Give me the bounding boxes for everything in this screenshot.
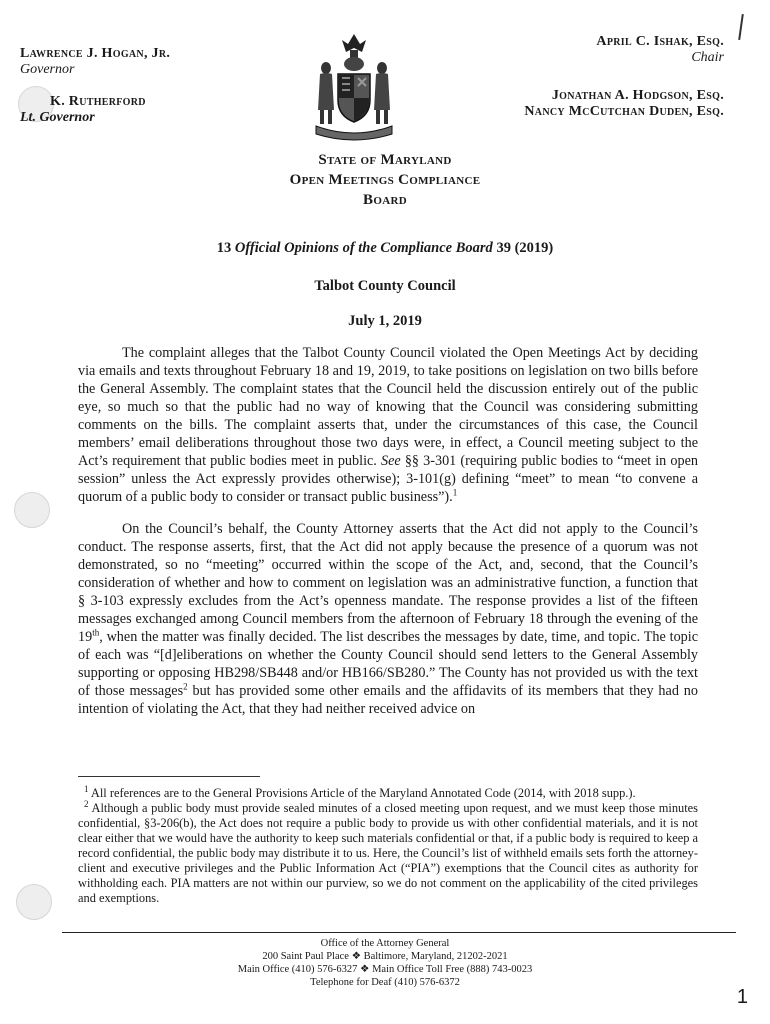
board-members-block: [524, 34, 724, 120]
opinion-subject: Talbot County Council: [314, 278, 456, 294]
opinion-citation: [0, 240, 770, 257]
citation-suffix: 39 (2019): [492, 240, 554, 256]
citation-title: Official Opinions of the Compliance Board: [234, 240, 493, 256]
body-paragraph: The complaint alleges that the Talbot County Council violated the Open Meetings Act by deciding via emails and texts throughout February 18 and 19, 2019, to take positions on legislation on two bills before the General Assembly. The complaint states that the Council held the discussion entirely out of the public eye, so much so that the public had no way of knowing that the Council was considering submitting comments on the bills. The complaint asserts that, under the circumstances of this case, the Council members’ email deliberations throughout those two days were, in effect, a Council meeting subject to the Act’s requirement that public bodies meet in public. See §§ 3-301 (requiring public bodies to “meet in open session” unless the Act expressly provides otherwise); 3-101(g) defining “meet” to mean “to convene a quorum of a public body to consider or transact public business”).$^1$: [78, 345, 698, 505]
board-title-line: Open Meetings Compliance: [289, 172, 481, 188]
lt-governor-role: Lt. Governor: [20, 110, 95, 125]
governor-name: Lawrence J. Hogan, Jr.: [20, 46, 171, 61]
footnote-divider: [78, 776, 260, 777]
scan-mark: [738, 14, 744, 40]
punch-hole-icon: [14, 492, 50, 528]
member-name: Jonathan A. Hodgson, Esq.: [551, 88, 724, 103]
office-line: 200 Saint Paul Place ❖ Baltimore, Maryland, 21202-2021: [262, 951, 508, 962]
opinion-date: July 1, 2019: [348, 313, 422, 329]
office-line: Main Office (410) 576-6327 ❖ Main Office Toll Free (888) 743-0023: [237, 964, 533, 975]
governor-role: Governor: [20, 62, 75, 77]
footer-divider: [62, 932, 736, 933]
punch-hole-icon: [16, 884, 52, 920]
footnote-ref: 2: [183, 681, 188, 692]
body-paragraph: On the Council’s behalf, the County Attorney asserts that the Act did not apply to the Council’s conduct. The response asserts, first, that the Act did not apply because the presence of a quorum was not demonstrated, so no “meeting” occurred within the scope of the Act, and, second, that the Council’s consideration of whether and how to comment on legislation was an administrative function, a function that § 3-103 expressly excludes from the Act’s openness mandate. The response provides a list of the fifteen messages exchanged among Council members from the afternoon of February 18 through the evening of the 19th, when the matter was finally decided. The list describes the messages by date, time, and topic. The topic of each was “[d]eliberations on whether the County Council should send letters to the General Assembly supporting or opposing HB298/SB448 and/or HB166/SB280.” The County has not provided us with the text of those messages$^2$ but has provided some other emails and the affidavits of its members that they had no intention of violating the Act, that they had neither received advice on: [78, 521, 698, 717]
footnote: $^1$ All references are to the General Provisions Article of the Maryland Annotated Code (2014, with 2018 supp.).: [84, 783, 636, 800]
maryland-state-seal-icon: [312, 30, 396, 142]
office-footer: [0, 937, 770, 989]
chair-name: April C. Ishak, Esq.: [596, 34, 724, 49]
lt-governor-name: K. Rutherford: [50, 94, 146, 109]
footnote: $^2$ Although a public body must provide sealed minutes of a closed meeting upon request, and we must keep those minutes confidential, §3-206(b), the Act does not require a public body to provide us with other confidential materials, and it is not clear either that we would have the authority to keep such materials confidential or that, if a public body is required to keep a record confidential, the public body may distribute it to us. Here, the Council’s list of withheld emails sets forth the attorney-client and executive privileges and the Public Information Act (“PIA”) exemptions that the Council cites as authority for withholding each. PIA matters are not within our purview, so we do not comment on the applicability of the cited privileges and exemptions.: [78, 798, 699, 905]
member-name: Nancy McCutchan Duden, Esq.: [524, 104, 724, 119]
office-line: Office of the Attorney General: [320, 938, 450, 949]
chair-role: Chair: [691, 50, 724, 65]
opinion-body: [78, 344, 698, 732]
footnote-ref: 1: [452, 487, 458, 498]
board-title: [0, 150, 770, 210]
citation-prefix: 13: [216, 240, 235, 256]
board-title-line: State of Maryland: [318, 152, 452, 168]
page-number: 1: [736, 986, 748, 1008]
governor-block: [20, 46, 170, 126]
office-line: Telephone for Deaf (410) 576-6372: [310, 977, 460, 988]
board-title-line: Board: [363, 192, 407, 208]
footnotes: [78, 783, 699, 906]
